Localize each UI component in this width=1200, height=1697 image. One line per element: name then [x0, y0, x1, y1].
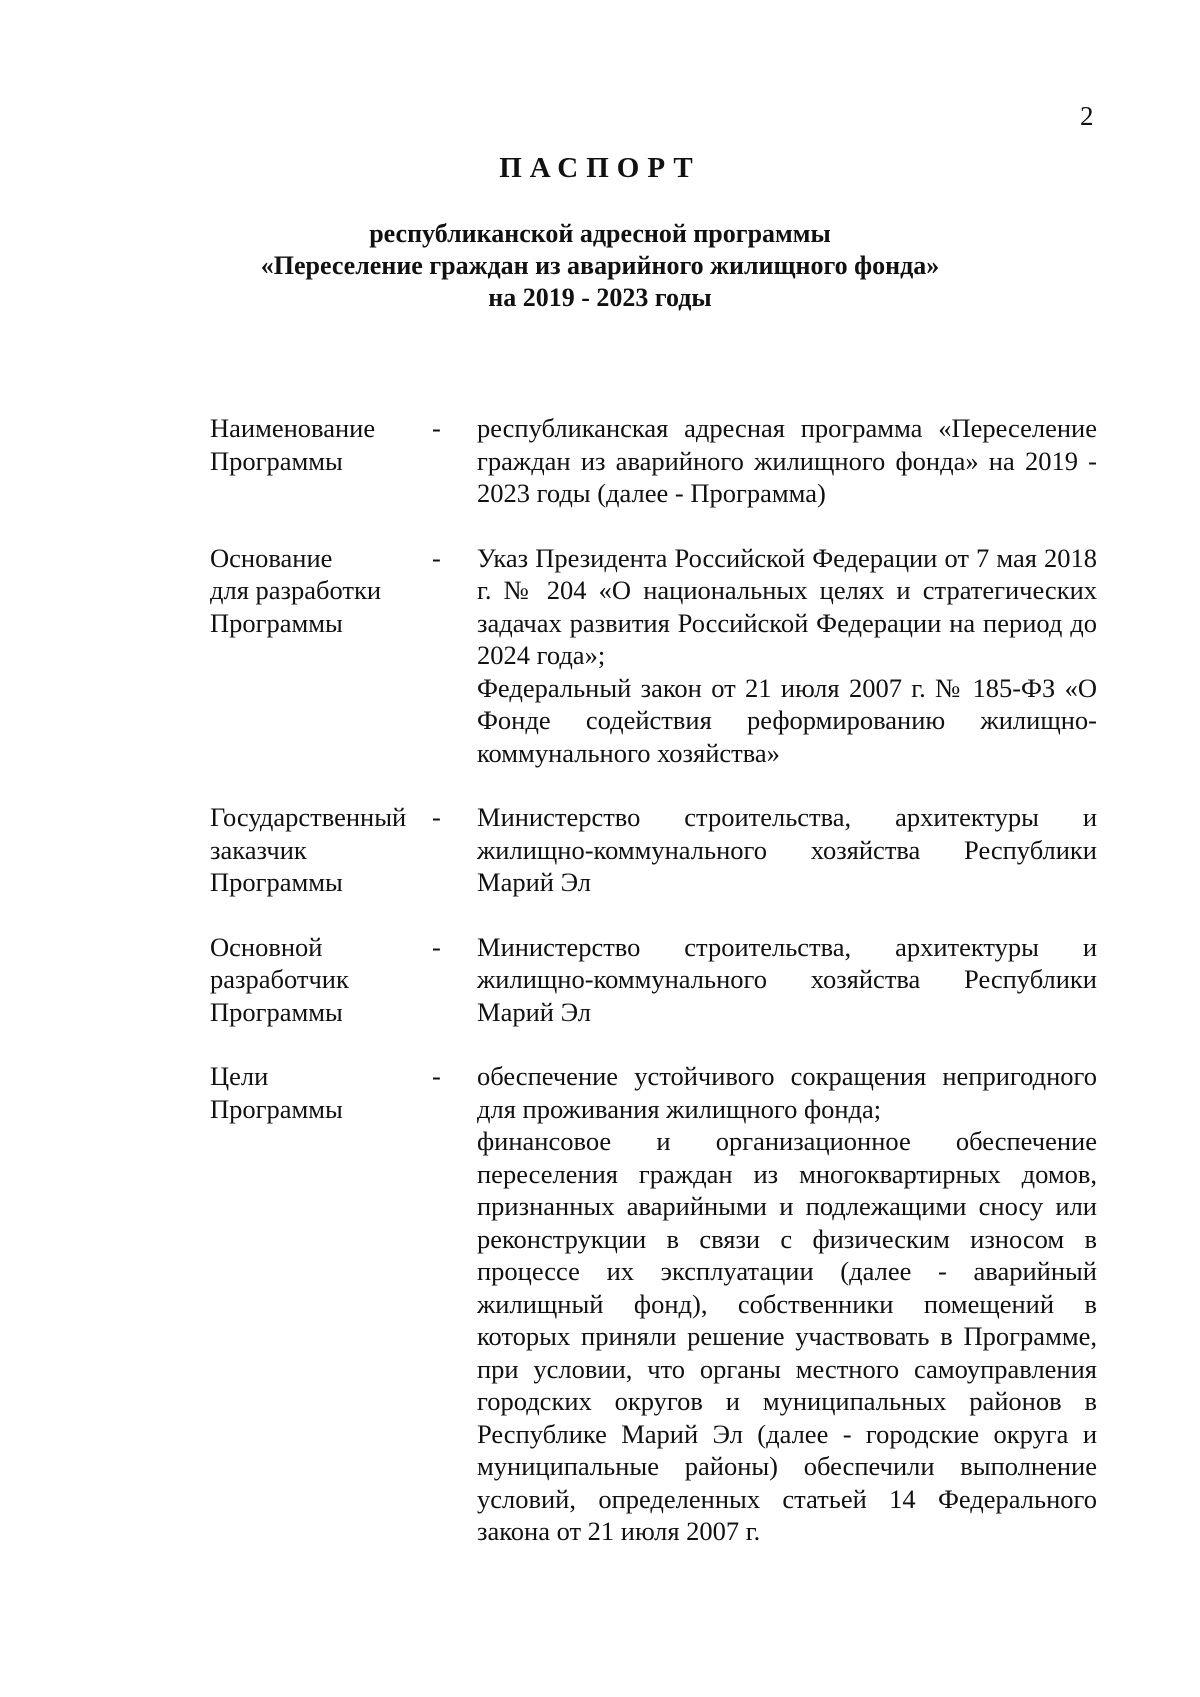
- document-subtitle: [0, 218, 1200, 314]
- row-label: [210, 1060, 432, 1548]
- row-label-line: Основание: [210, 542, 333, 573]
- subtitle-line: на 2019 - 2023 годы: [488, 283, 712, 312]
- row-value-paragraph: Министерство строительства, архитектуры и жилищно-коммунального хозяйства Республики Марий Эл: [477, 931, 1097, 1027]
- row-value-paragraph: финансовое и организационное обеспечение переселения граждан из многоквартирных домов, признанных аварийными и подлежащими сносу или реконструкции в связи с физическим износом в процессе их эксплуатации (далее - аварийный жилищный фонд), собственники помещений в которых приняли решение участвовать в Программе, при условии, что органы местного самоуправления городских округов и муниципальных районов в Республике Марий Эл (далее - городские округа и муниципальные районы) обеспечили выполнение условий, определенных статьей 14 Федерального закона от 21 июля 2007 г.: [477, 1126, 1097, 1546]
- row-label: [210, 931, 432, 1029]
- passport-row-basis: [210, 542, 1100, 770]
- row-dash: -: [432, 1061, 441, 1091]
- row-value: [477, 412, 1097, 510]
- row-label-line: Программы: [210, 445, 343, 476]
- row-label-line: Программы: [210, 867, 343, 897]
- row-value: [477, 931, 1097, 1029]
- row-label-line: Наименование: [210, 413, 376, 443]
- passport-row-goals: [210, 1060, 1100, 1548]
- row-label: [210, 542, 432, 770]
- passport-row-developer: [210, 931, 1100, 1029]
- passport-table: [210, 412, 1100, 1580]
- row-dash: -: [432, 931, 441, 962]
- row-label-line: для разработки: [210, 575, 382, 605]
- row-value-paragraph: республиканская адресная программа «Переселение граждан из аварийного жилищного фонда» на 2019 - 2023 годы (далее - Программа): [477, 413, 1097, 508]
- passport-row-customer: [210, 801, 1100, 899]
- row-dash: -: [432, 413, 441, 443]
- passport-row-name: [210, 412, 1100, 510]
- row-label-line: Цели: [210, 1061, 269, 1091]
- row-value-paragraph: Министерство строительства, архитектуры и жилищно-коммунального хозяйства Республики Марий Эл: [477, 802, 1097, 897]
- row-label: [210, 412, 432, 510]
- row-value: [477, 1060, 1097, 1548]
- row-dash: -: [432, 542, 441, 573]
- row-label-line: Программы: [210, 996, 343, 1027]
- row-value: [477, 542, 1097, 770]
- subtitle-line: «Переселение граждан из аварийного жилищного фонда»: [260, 251, 940, 280]
- row-label-line: Государственный: [210, 802, 407, 832]
- row-label-line: Программы: [210, 607, 343, 638]
- document-title: ПАСПОРТ: [499, 152, 701, 184]
- row-label-line: Программы: [210, 1093, 343, 1124]
- subtitle-line: республиканской адресной программы: [369, 219, 831, 248]
- row-label-line: разработчик: [210, 964, 349, 994]
- row-value-paragraph: обеспечение устойчивого сокращения непригодного для проживания жилищного фонда;: [477, 1061, 1097, 1124]
- page-number: 2: [1080, 101, 1094, 131]
- row-dash: -: [432, 802, 441, 832]
- row-value: [477, 801, 1097, 899]
- row-label-line: заказчик: [210, 834, 307, 865]
- row-label: [210, 801, 432, 899]
- row-value-paragraph: Федеральный закон от 21 июля 2007 г. № 185-ФЗ «О Фонде содействия реформированию жилищно-коммунального хозяйства»: [477, 672, 1097, 768]
- row-value-paragraph: Указ Президента Российской Федерации от 7 мая 2018 г. № 204 «О национальных целях и стратегических задачах развития Российской Федерации на период до 2024 года»;: [477, 542, 1097, 670]
- row-label-line: Основной: [210, 931, 323, 962]
